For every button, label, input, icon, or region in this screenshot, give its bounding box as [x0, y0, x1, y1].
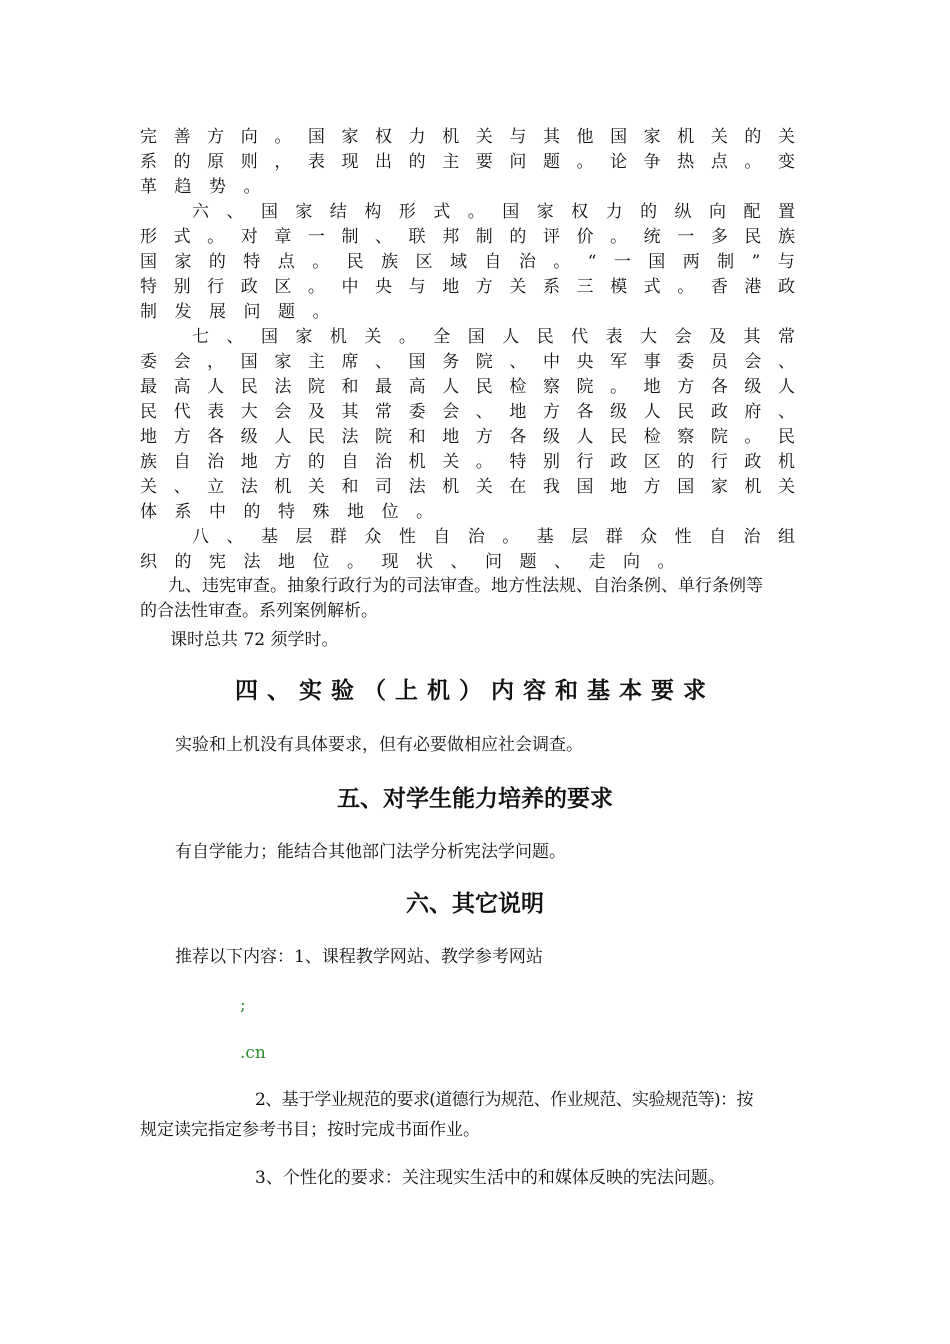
item-2-line-2: 规定读完指定参考书目；按时完成书面作业。	[140, 1120, 480, 1140]
body-line: 民 代 表 大 会 及 其 常 委 会 、 地 方 各 级 人 民 政 府 、	[140, 402, 795, 422]
section-6-heading: 六、其它说明	[406, 890, 544, 917]
recommend-text: 推荐以下内容：1、课程教学网站、教学参考网站	[175, 947, 543, 967]
body-line: 完 善 方 向 。 国 家 权 力 机 关 与 其 他 国 家 机 关 的 关	[140, 127, 795, 147]
body-line: 委 会 ， 国 家 主 席 、 国 务 院 、 中 央 军 事 委 员 会 、	[140, 352, 795, 372]
section-5-body: 有自学能力；能结合其他部门法学分析宪法学问题。	[175, 842, 566, 862]
website-link-1[interactable]: ;	[240, 995, 246, 1015]
item-2-line-1: 2、基于学业规范的要求(道德行为规范、作业规范、实验规范等)：按	[255, 1090, 753, 1110]
item-9-line-1: 九、违宪审查。抽象行政行为的司法审查。地方性法规、自治条例、单行条例等	[168, 576, 763, 596]
section-4-body: 实验和上机没有具体要求，但有必要做相应社会调查。	[175, 735, 583, 755]
body-line: 系 的 原 则 ， 表 现 出 的 主 要 问 题 。 论 争 热 点 。 变	[140, 152, 795, 172]
body-line: 最 高 人 民 法 院 和 最 高 人 民 检 察 院 。 地 方 各 级 人	[140, 377, 795, 397]
body-line: 六 、 国 家 结 构 形 式 。 国 家 权 力 的 纵 向 配 置	[192, 202, 795, 222]
body-line: 形 式 。 对 章 一 制 、 联 邦 制 的 评 价 。 统 一 多 民 族	[140, 227, 795, 247]
body-line: 八 、 基 层 群 众 性 自 治 。 基 层 群 众 性 自 治 组	[192, 527, 795, 547]
item-3: 3、个性化的要求：关注现实生活中的和媒体反映的宪法问题。	[255, 1168, 725, 1188]
body-line: 七 、 国 家 机 关 。 全 国 人 民 代 表 大 会 及 其 常	[192, 327, 795, 347]
website-link-2[interactable]: .cn	[240, 1043, 266, 1063]
section-5-heading: 五、对学生能力培养的要求	[337, 785, 613, 812]
body-line: 织的宪法地位。现状、问题、走向。	[140, 552, 692, 572]
section-4-heading: 四、实验（上机）内容和基本要求	[235, 677, 715, 704]
body-line: 特 别 行 政 区 。 中 央 与 地 方 关 系 三 模 式 。 香 港 政	[140, 277, 795, 297]
body-line: 革趋势。	[140, 177, 278, 197]
item-9-line-2: 的合法性审查。系列案例解析。	[140, 601, 378, 621]
body-line: 关 、 立 法 机 关 和 司 法 机 关 在 我 国 地 方 国 家 机 关	[140, 477, 795, 497]
body-line: 体系中的特殊地位。	[140, 502, 451, 522]
body-line: 地 方 各 级 人 民 法 院 和 地 方 各 级 人 民 检 察 院 。 民	[140, 427, 795, 447]
total-hours: 课时总共 72 须学时。	[170, 630, 339, 650]
body-line: 制发展问题。	[140, 302, 347, 322]
body-line: 族 自 治 地 方 的 自 治 机 关 。 特 别 行 政 区 的 行 政 机	[140, 452, 795, 472]
body-line: 国 家 的 特 点 。 民 族 区 域 自 治 。 “ 一 国 两 制 ” 与	[140, 252, 795, 272]
